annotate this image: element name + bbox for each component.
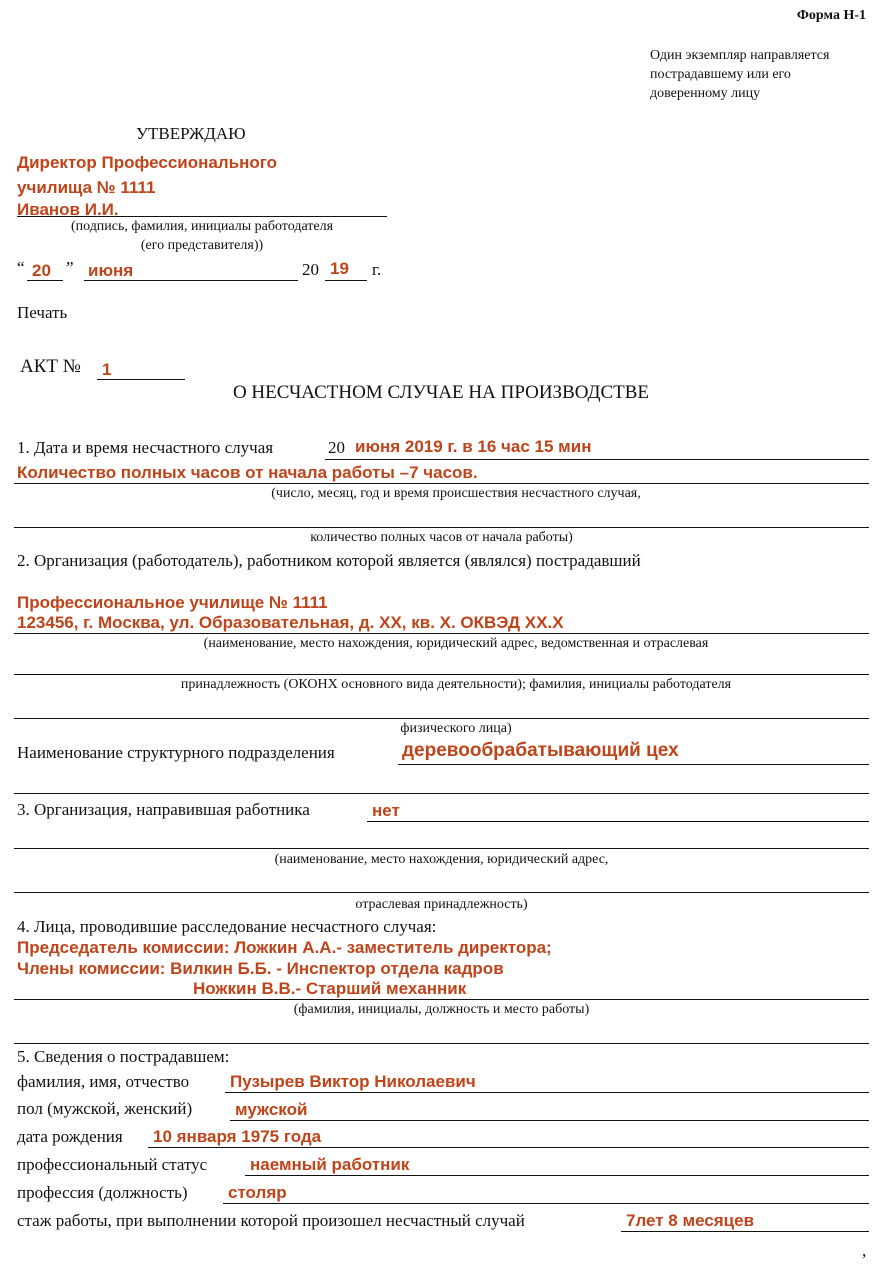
trailing-comma: , xyxy=(862,1241,867,1260)
section1-date-fill: июня 2019 г. в 16 час 15 мин xyxy=(355,437,592,456)
date-year: 19 xyxy=(330,259,349,278)
date-close-quote: ” xyxy=(66,258,74,277)
section4-fill-3: Ножкин В.В.- Старший механник xyxy=(193,979,467,998)
section4-line-2 xyxy=(14,1043,869,1044)
section3-line-3 xyxy=(14,892,869,893)
section4-fill-2: Члены комиссии: Вилкин Б.Б. - Инспектор отдела кадров xyxy=(17,959,504,978)
birth-fill: 10 января 1975 года xyxy=(153,1127,322,1146)
sex-fill: мужской xyxy=(235,1100,308,1119)
section2-line-4 xyxy=(14,793,869,794)
approve-label: УТВЕРЖДАЮ xyxy=(136,124,246,143)
date-day: 20 xyxy=(32,261,51,280)
section4-line-1 xyxy=(14,999,869,1000)
copy-note: Один экземпляр направляется пострадавшему или его доверенному лицу xyxy=(650,48,830,101)
date-year-prefix: 20 xyxy=(302,260,319,279)
approver: Директор Профессионального училища № 1111 Иванов И.И. xyxy=(17,153,277,219)
section4-caption: (фамилия, инициалы, должность и место работы) xyxy=(293,1002,590,1017)
section1-caption-2: количество полных часов от начала работы) xyxy=(310,530,573,545)
form-number: Форма Н-1 xyxy=(796,8,866,23)
status-label: профессиональный статус xyxy=(17,1155,208,1174)
section2-org-fill-2: 123456, г. Москва, ул. Образовательная, д. XX, кв. X. ОКВЭД XX.X xyxy=(17,613,564,632)
fio-fill: Пузырев Виктор Николаевич xyxy=(230,1072,476,1091)
section4-fill-1: Председатель комиссии: Ложкин А.А.- заместитель директора; xyxy=(17,938,552,957)
sex-line xyxy=(230,1120,869,1121)
date-day-line xyxy=(27,280,63,281)
section2-caption-3: физического лица) xyxy=(400,721,512,736)
section3-line-2 xyxy=(14,848,869,849)
date-year-suffix: г. xyxy=(372,260,382,279)
experience-line xyxy=(621,1231,869,1232)
section1-label: 1. Дата и время несчастного случая xyxy=(17,438,274,457)
subdivision-fill: деревообрабатывающий цех xyxy=(402,740,679,761)
subdivision-line xyxy=(398,764,869,765)
profession-line xyxy=(223,1203,869,1204)
signature-line xyxy=(17,216,387,217)
section2-caption-2: принадлежность (ОКОНХ основного вида деятельности); фамилия, инициалы работодателя xyxy=(180,677,732,692)
section1-line-3 xyxy=(14,527,869,528)
profession-fill: столяр xyxy=(228,1183,287,1202)
date-month-line xyxy=(84,280,298,281)
act-label: АКТ № xyxy=(20,356,81,377)
section2-line-3 xyxy=(14,718,869,719)
date-month: июня xyxy=(88,261,134,280)
sex-label: пол (мужской, женский) xyxy=(17,1099,193,1118)
act-number: 1 xyxy=(102,360,112,379)
section2-line-2 xyxy=(14,674,869,675)
section2-label: 2. Организация (работодатель), работником которой является (являлся) пострадавший xyxy=(17,551,641,570)
fio-line xyxy=(225,1092,869,1093)
section1-date-plain: 20 xyxy=(328,438,345,457)
section3-caption-1: (наименование, место нахождения, юридический адрес, xyxy=(274,852,609,867)
date-year-line xyxy=(325,280,367,281)
section3-fill: нет xyxy=(372,801,400,820)
section2-line-1 xyxy=(14,633,869,634)
status-fill: наемный работник xyxy=(250,1155,410,1174)
section2-org-fill-1: Профессиональное училище № 1111 xyxy=(17,593,328,612)
section1-line-1 xyxy=(325,459,869,460)
section3-line-1 xyxy=(367,821,869,822)
status-line xyxy=(245,1175,869,1176)
section3-caption-2: отраслевая принадлежность) xyxy=(355,897,528,912)
section1-caption-1: (число, месяц, год и время происшествия несчастного случая, xyxy=(271,486,641,501)
seal-label: Печать xyxy=(17,303,68,322)
section3-label: 3. Организация, направившая работника xyxy=(17,800,310,819)
experience-label: стаж работы, при выполнении которой произошел несчастный случай xyxy=(17,1211,525,1230)
profession-label: профессия (должность) xyxy=(17,1183,188,1202)
experience-fill: 7лет 8 месяцев xyxy=(626,1211,755,1230)
signature-caption-2: (его представителя)) xyxy=(140,238,264,253)
signature-caption-1: (подпись, фамилия, инициалы работодателя xyxy=(70,219,334,234)
section4-label: 4. Лица, проводившие расследование несчастного случая: xyxy=(17,917,437,936)
fio-label: фамилия, имя, отчество xyxy=(17,1072,190,1091)
section1-line-2 xyxy=(14,483,869,484)
act-title: О НЕСЧАСТНОМ СЛУЧАЕ НА ПРОИЗВОДСТВЕ xyxy=(232,382,650,403)
date-open-quote: “ xyxy=(17,258,25,277)
section5-label: 5. Сведения о пострадавшем: xyxy=(17,1047,230,1066)
act-number-line xyxy=(97,379,185,380)
section2-caption-1: (наименование, место нахождения, юридический адрес, ведомственная и отраслевая xyxy=(203,636,709,651)
birth-line xyxy=(148,1147,869,1148)
subdivision-label: Наименование структурного подразделения xyxy=(17,743,335,762)
birth-label: дата рождения xyxy=(17,1127,123,1146)
section1-hours-fill: Количество полных часов от начала работы –7 часов. xyxy=(17,463,478,482)
